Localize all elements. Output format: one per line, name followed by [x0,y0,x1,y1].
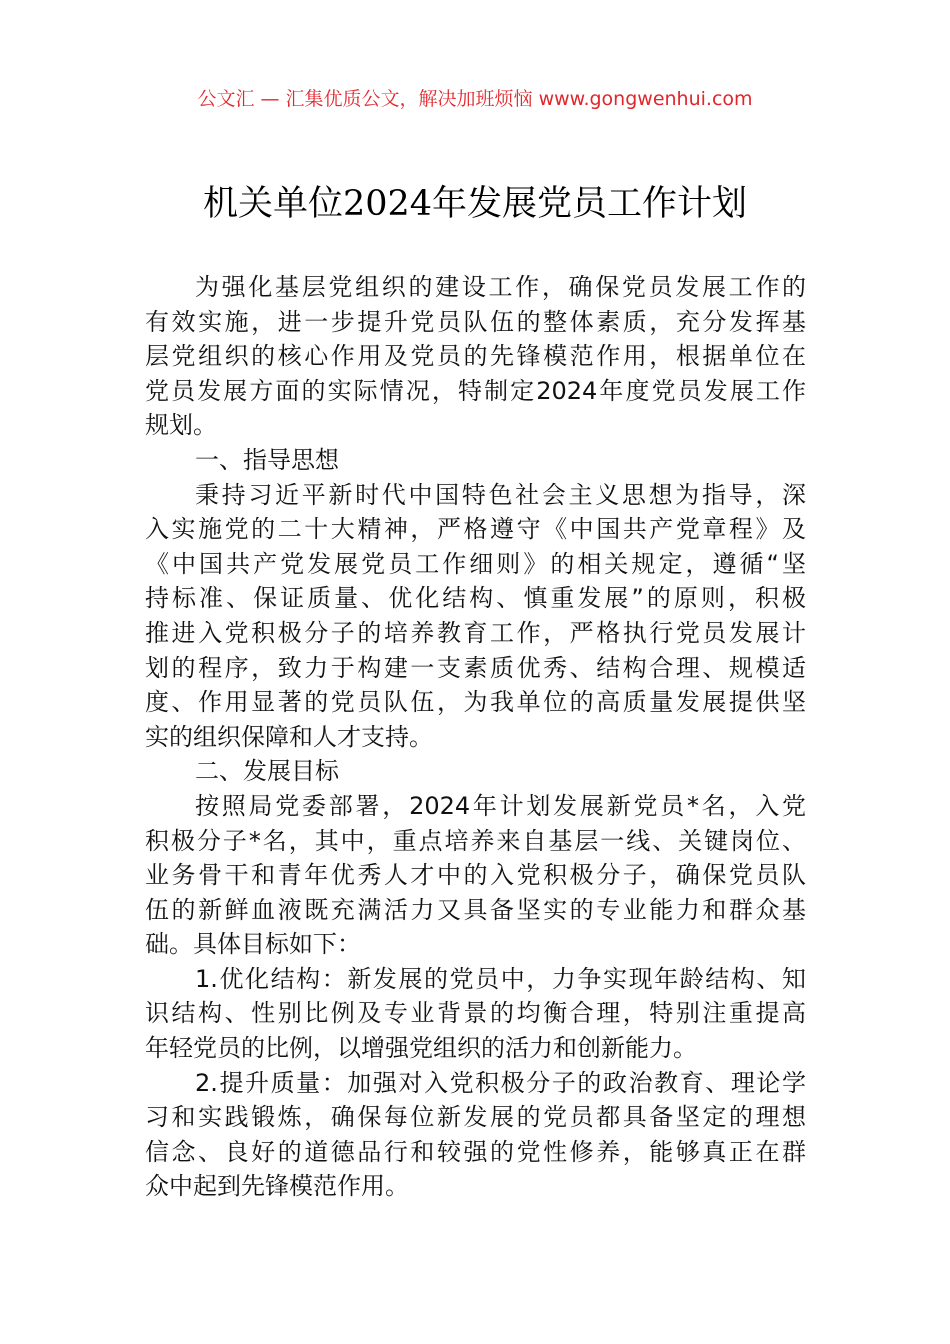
text-line: 实的组织保障和人才支持。 [145,722,433,751]
text-line: 有效实施，进一步提升党员队伍的整体素质，充分发挥基 [145,307,806,336]
text-line: 积极分子*名，其中，重点培养来自基层一线、关键岗位、 [145,826,806,855]
text-line: 础。具体目标如下： [145,930,361,959]
document-title: 机关单位2024年发展党员工作计划 [202,184,748,224]
paragraph [145,478,806,755]
text-line: 秉持习近平新时代中国特色社会主义思想为指导，深 [195,480,806,509]
text-line: 年轻党员的比例，以增强党组织的活力和创新能力。 [145,1034,697,1063]
paragraph [145,1066,806,1204]
text-line: 入实施党的二十大精神，严格遵守《中国共产党章程》及 [145,515,806,544]
text-line: 推进入党积极分子的培养教育工作，严格执行党员发展计 [145,618,806,647]
text-line: 2.提升质量：加强对入党积极分子的政治教育、理论学 [195,1068,806,1097]
text-line: 二、发展目标 [195,757,339,786]
site-banner: 公文汇 — 汇集优质公文，解决加班烦恼 www.gongwenhui.com [197,88,753,110]
text-line: 伍的新鲜血液既充满活力又具备坚实的专业能力和群众基 [145,895,806,924]
text-line: 习和实践锻炼，确保每位新发展的党员都具备坚定的理想 [145,1103,806,1132]
text-line: 层党组织的核心作用及党员的先锋模范作用，根据单位在 [145,342,806,371]
text-line: 党员发展方面的实际情况，特制定2024年度党员发展工作 [145,376,806,405]
text-line: 持标准、保证质量、优化结构、慎重发展”的原则，积极 [145,584,806,613]
text-line: 按照局党委部署，2024年计划发展新党员*名，入党 [195,791,806,820]
text-line: 识结构、性别比例及专业背景的均衡合理，特别注重提高 [145,999,806,1028]
text-line: 一、指导思想 [195,445,339,474]
paragraph [145,962,806,1066]
section-heading [145,443,806,478]
text-line: 众中起到先锋模范作用。 [145,1172,409,1201]
text-line: 划的程序，致力于构建一支素质优秀、结构合理、规模适 [145,653,806,682]
section-heading [145,754,806,789]
paragraph [145,270,806,443]
document-body [145,270,806,1204]
text-line: 规划。 [145,411,217,440]
text-line: 度、作用显著的党员队伍，为我单位的高质量发展提供坚 [145,688,806,717]
text-line: 信念、良好的道德品行和较强的党性修养，能够真正在群 [145,1137,806,1166]
text-line: 业务骨干和青年优秀人才中的入党积极分子，确保党员队 [145,861,806,890]
text-line: 《中国共产党发展党员工作细则》的相关规定，遵循“坚 [145,549,806,578]
paragraph [145,789,806,962]
text-line: 为强化基层党组织的建设工作，确保党员发展工作的 [195,273,806,301]
text-line: 1.优化结构：新发展的党员中，力争实现年龄结构、知 [195,964,806,993]
